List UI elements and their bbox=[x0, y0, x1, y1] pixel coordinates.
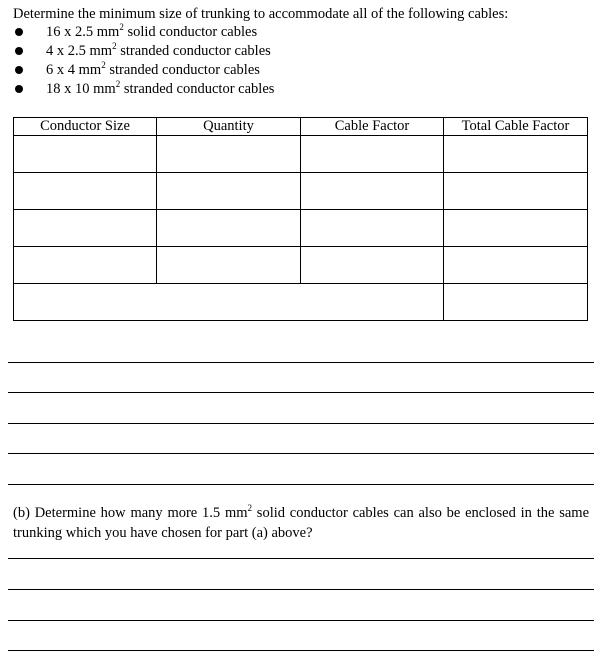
answer-cell[interactable] bbox=[14, 210, 157, 247]
answer-cell[interactable] bbox=[444, 210, 588, 247]
answer-cell[interactable] bbox=[157, 136, 301, 173]
answer-cell[interactable] bbox=[157, 210, 301, 247]
answer-line[interactable] bbox=[8, 362, 594, 363]
part-b-text-cont: solid conductor cables can also be enclosed in the same trunking which you have chosen for part (a) above? bbox=[13, 505, 590, 541]
header-conductor-size: Conductor Size bbox=[14, 118, 157, 136]
answer-cell[interactable] bbox=[14, 136, 157, 173]
part-b-text: (b) Determine how many more 1.5 mm bbox=[13, 505, 248, 521]
cable-quantity-size: 6 x 4 mm bbox=[46, 62, 102, 78]
answer-cell[interactable] bbox=[444, 247, 588, 284]
answer-cell[interactable] bbox=[301, 210, 444, 247]
cable-quantity-size: 4 x 2.5 mm bbox=[46, 43, 113, 59]
header-cable-factor: Cable Factor bbox=[301, 118, 444, 136]
answer-line[interactable] bbox=[8, 589, 594, 590]
header-total-cable-factor: Total Cable Factor bbox=[444, 118, 588, 136]
bullet-icon bbox=[15, 85, 23, 93]
answer-line[interactable] bbox=[8, 453, 594, 454]
superscript: 2 bbox=[112, 41, 117, 51]
cable-quantity-size: 18 x 10 mm bbox=[46, 81, 116, 97]
answer-line[interactable] bbox=[8, 484, 594, 485]
cable-list-item bbox=[13, 61, 274, 80]
answer-cell[interactable] bbox=[14, 247, 157, 284]
answer-cell[interactable] bbox=[301, 173, 444, 210]
cable-type: solid conductor cables bbox=[123, 24, 258, 40]
answer-line[interactable] bbox=[8, 558, 594, 559]
table-header-row bbox=[14, 118, 588, 136]
bullet-icon bbox=[15, 66, 23, 74]
answer-cell[interactable] bbox=[14, 173, 157, 210]
superscript: 2 bbox=[115, 79, 121, 89]
cable-quantity-size: 16 x 2.5 mm bbox=[46, 24, 120, 40]
answer-line[interactable] bbox=[8, 620, 594, 621]
cable-list bbox=[13, 23, 274, 99]
cable-factor-table bbox=[13, 117, 588, 321]
cable-type: stranded conductor cables bbox=[105, 62, 260, 78]
answer-line[interactable] bbox=[8, 392, 594, 393]
answer-line[interactable] bbox=[8, 423, 594, 424]
table-row bbox=[14, 210, 588, 247]
answer-cell[interactable] bbox=[444, 173, 588, 210]
question-intro: Determine the minimum size of trunking to accommodate all of the following cables: bbox=[13, 6, 509, 22]
bullet-icon bbox=[15, 28, 23, 36]
total-label-cell[interactable] bbox=[14, 284, 444, 321]
superscript: 2 bbox=[101, 60, 106, 70]
answer-cell[interactable] bbox=[301, 136, 444, 173]
bullet-icon bbox=[15, 47, 23, 55]
answer-cell[interactable] bbox=[157, 247, 301, 284]
answer-cell[interactable] bbox=[157, 173, 301, 210]
superscript: 2 bbox=[247, 503, 253, 513]
part-b-question bbox=[13, 503, 589, 543]
cable-list-item bbox=[13, 23, 274, 42]
cable-list-item bbox=[13, 42, 274, 61]
table-row bbox=[14, 173, 588, 210]
total-answer-cell[interactable] bbox=[444, 284, 588, 321]
cable-type: stranded conductor cables bbox=[120, 81, 275, 97]
answer-line[interactable] bbox=[8, 650, 594, 651]
header-quantity: Quantity bbox=[157, 118, 301, 136]
table-row bbox=[14, 247, 588, 284]
table-total-row bbox=[14, 284, 588, 321]
superscript: 2 bbox=[119, 22, 124, 32]
answer-cell[interactable] bbox=[301, 247, 444, 284]
cable-type: stranded conductor cables bbox=[116, 43, 271, 59]
answer-cell[interactable] bbox=[444, 136, 588, 173]
cable-list-item bbox=[13, 80, 274, 99]
table-row bbox=[14, 136, 588, 173]
